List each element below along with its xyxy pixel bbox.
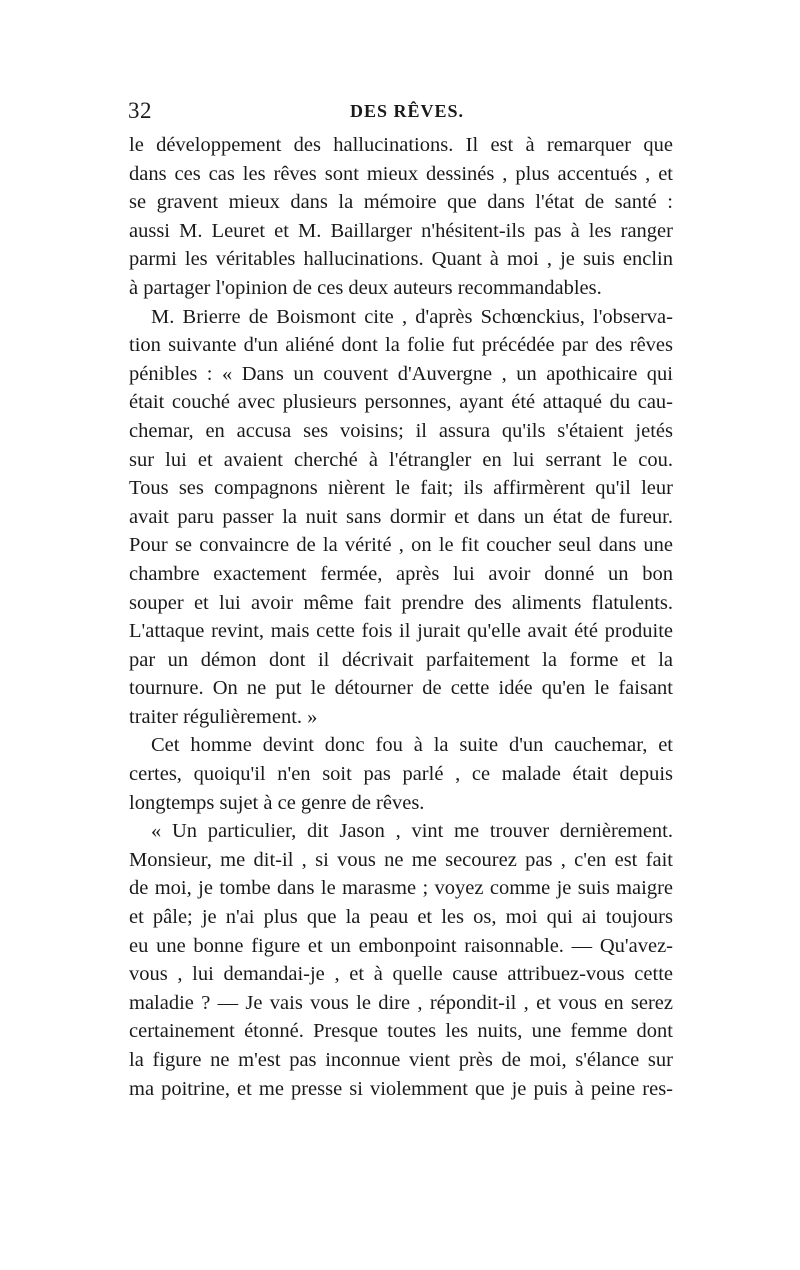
text-line: « Un particulier, dit Jason , vint me trouver dernièrement. bbox=[151, 820, 673, 843]
text-line: longtemps sujet à ce genre de rêves. bbox=[129, 791, 425, 814]
text-line: avait paru passer la nuit sans dormir et dans un état de fureur. bbox=[129, 505, 673, 528]
text-line: la figure ne m'est pas inconnue vient près de moi, s'élance sur bbox=[129, 1049, 673, 1071]
text-line: souper et lui avoir même fait prendre des aliments flatulents. bbox=[129, 591, 673, 614]
text-line: certainement étonné. Presque toutes les nuits, une femme dont bbox=[129, 1020, 673, 1043]
text-line: Tous ses compagnons nièrent le fait; ils affirmèrent qu'il leur bbox=[129, 477, 673, 500]
text-line: certes, quoiqu'il n'en soit pas parlé , ce malade était depuis bbox=[129, 763, 673, 786]
text-line: parmi les véritables hallucinations. Quant à moi , je suis enclin bbox=[129, 248, 673, 271]
text-line: chemar, en accusa ses voisins; il assura qu'ils s'étaient jetés bbox=[129, 419, 673, 442]
paragraph bbox=[129, 731, 673, 817]
text-line: se gravent mieux dans la mémoire que dans l'état de santé : bbox=[129, 191, 673, 214]
text-line: chambre exactement fermée, après lui avoir donné un bon bbox=[129, 562, 673, 585]
paragraph bbox=[129, 817, 673, 1103]
text-line: le développement des hallucinations. Il est à remarquer que bbox=[129, 134, 673, 156]
text-line: eu une bonne figure et un embonpoint raisonnable. — Qu'avez- bbox=[129, 934, 673, 957]
page-number: 32 bbox=[128, 98, 152, 123]
text-line: pénibles : « Dans un couvent d'Auvergne , un apothicaire qui bbox=[129, 362, 673, 385]
running-head bbox=[128, 98, 673, 128]
body-text bbox=[129, 131, 673, 1103]
paragraph bbox=[129, 303, 673, 732]
text-line: tion suivante d'un aliéné dont la folie fut précédée par des rêves bbox=[129, 334, 673, 357]
text-line: maladie ? — Je vais vous le dire , répondit-il , et vous en serez bbox=[129, 991, 673, 1014]
text-line: vous , lui demandai-je , et à quelle cause attribuez-vous cette bbox=[129, 963, 673, 986]
text-line: traiter régulièrement. » bbox=[129, 705, 318, 728]
text-line: Pour se convaincre de la vérité , on le fit coucher seul dans une bbox=[129, 534, 673, 557]
text-line: par un démon dont il décrivait parfaitement la forme et la bbox=[129, 648, 673, 671]
paragraph bbox=[129, 131, 673, 303]
running-title: DES RÊVES. bbox=[350, 101, 465, 121]
text-line: sur lui et avaient cherché à l'étrangler en lui serrant le cou. bbox=[129, 448, 673, 471]
text-line: dans ces cas les rêves sont mieux dessinés , plus accentués , et bbox=[129, 162, 673, 185]
text-line: de moi, je tombe dans le marasme ; voyez comme je suis maigre bbox=[129, 877, 673, 900]
text-line: Cet homme devint donc fou à la suite d'un cauchemar, et bbox=[151, 734, 673, 757]
text-line: aussi M. Leuret et M. Baillarger n'hésitent-ils pas à les ranger bbox=[129, 219, 673, 242]
text-line: et pâle; je n'ai plus que la peau et les os, moi qui ai toujours bbox=[129, 906, 673, 929]
text-line: Monsieur, me dit-il , si vous ne me secourez pas , c'en est fait bbox=[129, 848, 673, 871]
text-line: tournure. On ne put le détourner de cette idée qu'en le faisant bbox=[129, 677, 673, 700]
text-line: à partager l'opinion de ces deux auteurs recommandables. bbox=[129, 276, 602, 299]
text-line: était couché avec plusieurs personnes, ayant été attaqué du cau- bbox=[129, 391, 673, 414]
text-line: L'attaque revint, mais cette fois il jurait qu'elle avait été produite bbox=[129, 620, 673, 643]
text-line: ma poitrine, et me presse si violemment que je puis à peine res- bbox=[129, 1077, 673, 1100]
text-line: M. Brierre de Boismont cite , d'après Schœnckius, l'observa- bbox=[151, 305, 673, 328]
